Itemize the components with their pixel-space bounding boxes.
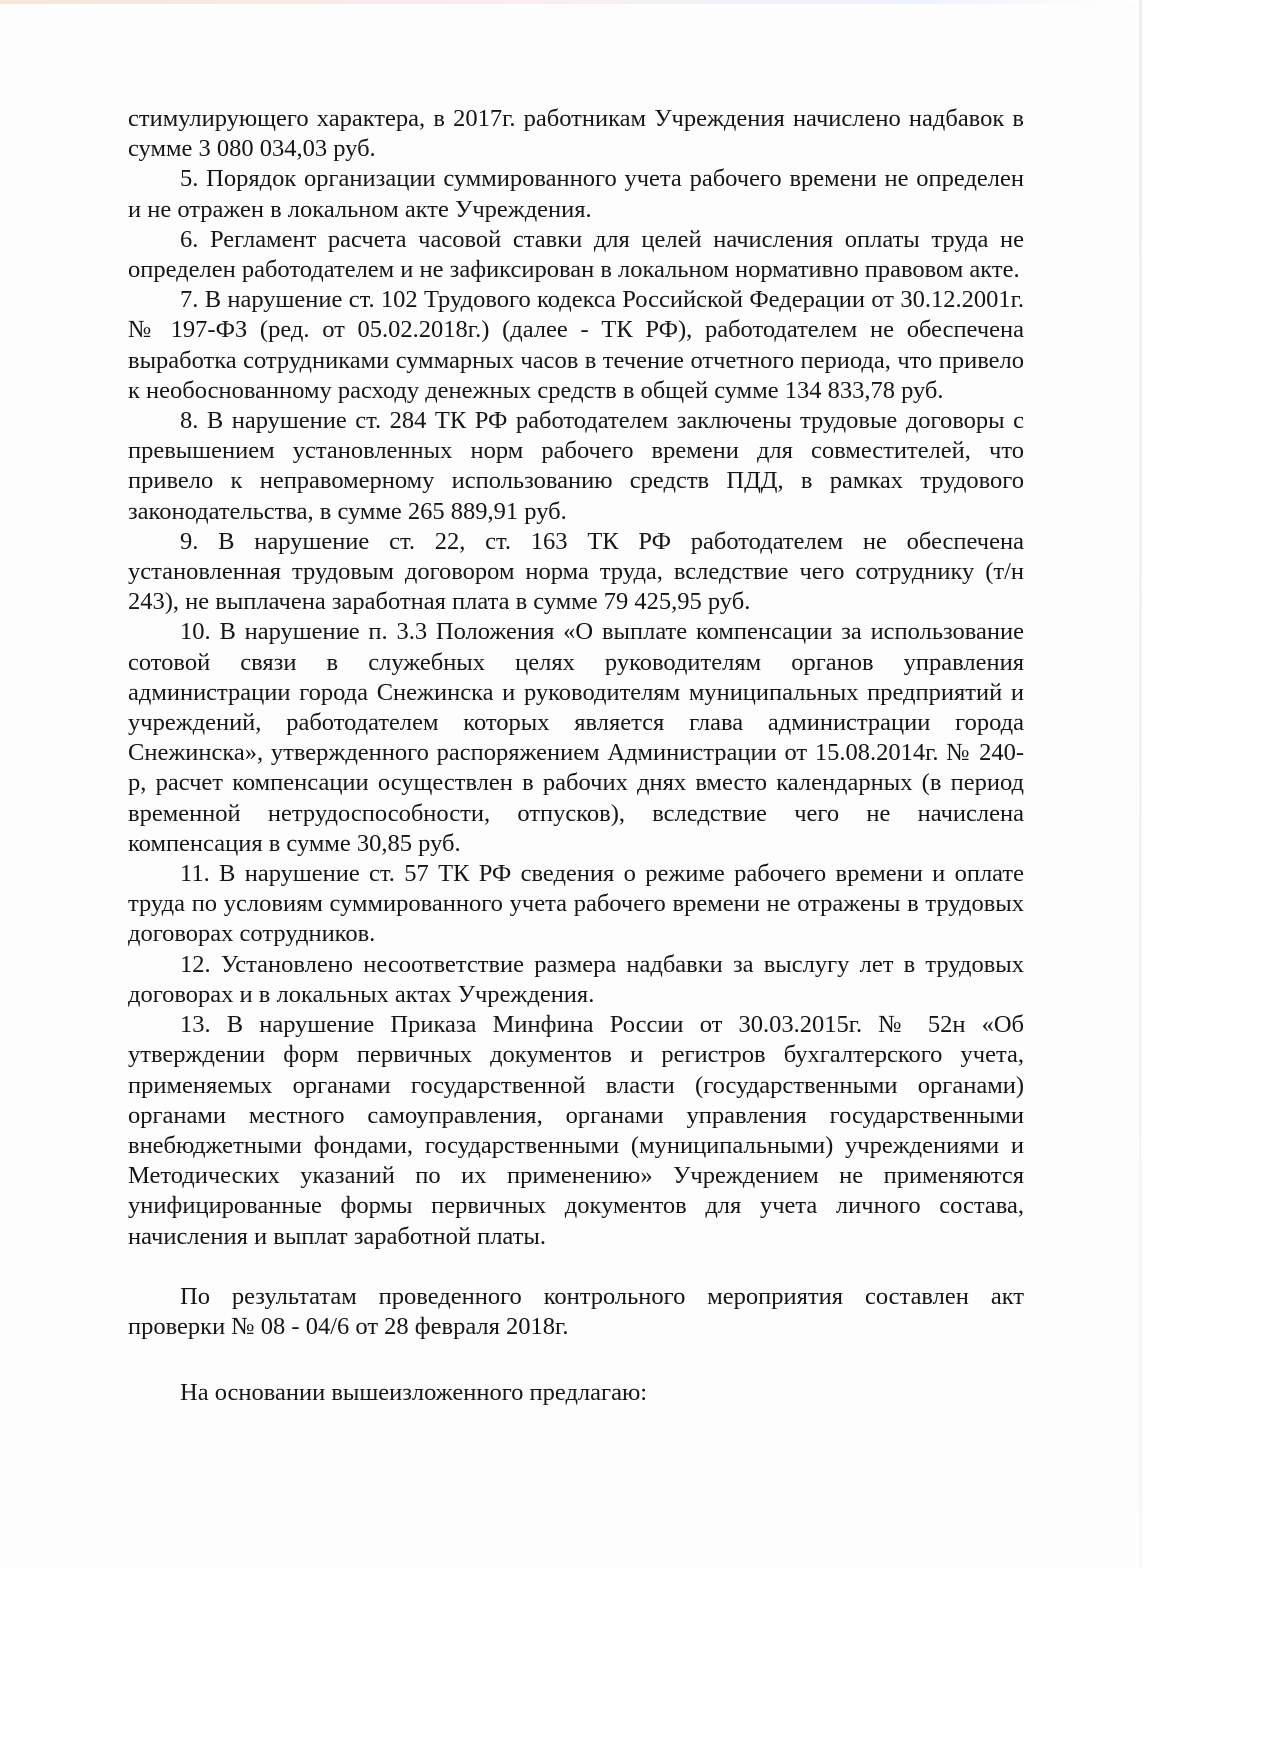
paragraph-item-12: 12. Установлено несоответствие размера надбавки за выслугу лет в трудовых договорах и в локальных актах Учреждения. xyxy=(128,950,1024,1008)
paragraph-item-10: 10. В нарушение п. 3.3 Положения «О выплате компенсации за использование сотовой связи в служебных целях руководителям органов управления администрации города Снежинска и руководителям муниципальных предприятий и учреждений, работодателем которых является глава администрации города Снежинска», утвержденного распоряжением Администрации от 15.08.2014г. № 240-р, расчет компенсации осуществлен в рабочих днях вместо календарных (в период временной нетрудоспособности, отпусков), вследствие чего не начислена компенсация в сумме 30,85 руб. xyxy=(128,618,1024,857)
paragraph-item-13: 13. В нарушение Приказа Минфина России от 30.03.2015г. № 52н «Об утверждении форм первичных документов и регистров бухгалтерского учета, применяемых органами государственной власти (государственными органами) органами местного самоуправления, органами управления государственными внебюджетными фондами, государственными (муниципальными) учреждениями и Методических указаний по их применению» Учреждением не применяются унифицированные формы первичных документов для учета личного состава, начисления и выплат заработной платы. xyxy=(128,1011,1024,1250)
paragraph-item-11: 11. В нарушение ст. 57 ТК РФ сведения о режиме рабочего времени и оплате труда по условиям суммированного учета рабочего времени не отражены в трудовых договорах сотрудников. xyxy=(128,860,1024,948)
scan-edge-top xyxy=(0,0,1142,4)
scan-edge-right xyxy=(1139,0,1142,1568)
paragraph-item-6: 6. Регламент расчета часовой ставки для целей начисления оплаты труда не определен работодателем и не зафиксирован в локальном нормативно правовом акте. xyxy=(128,225,1024,284)
document-body xyxy=(128,104,1024,1408)
paragraph-act-result: По результатам проведенного контрольного мероприятия составлен акт проверки № 08 - 04/6 от 28 февраля 2018г. xyxy=(128,1282,1024,1340)
paragraph-proposal-intro: На основании вышеизложенного предлагаю: xyxy=(180,1379,648,1407)
paragraph-item-5: 5. Порядок организации суммированного учета рабочего времени не определен и не отражен в локальном акте Учреждения. xyxy=(128,165,1024,223)
paragraph-item-8: 8. В нарушение ст. 284 ТК РФ работодателем заключены трудовые договоры с превышением установленных норм рабочего времени для совместителей, что привело к неправомерному использованию средств ПДД, в рамках трудового законодательства, в сумме 265 889,91 руб. xyxy=(128,407,1024,525)
paragraph-item-9: 9. В нарушение ст. 22, ст. 163 ТК РФ работодателем не обеспечена установленная трудовым договором норма труда, вследствие чего сотруднику (т/н 243), не выплачена заработная плата в сумме 79 425,95 руб. xyxy=(128,527,1024,616)
paragraph-item-7: 7. В нарушение ст. 102 Трудового кодекса Российской Федерации от 30.12.2001г. № 197-ФЗ (ред. от 05.02.2018г.) (далее - ТК РФ), работодателем не обеспечена выработка сотрудниками суммарных часов в течение отчетного периода, что привело к необоснованному расходу денежных средств в общей сумме 134 833,78 руб. xyxy=(128,286,1024,404)
paragraph-continuation: стимулирующего характера, в 2017г. работникам Учреждения начислено надбавок в сумме 3 080 034,03 руб. xyxy=(128,105,1024,163)
